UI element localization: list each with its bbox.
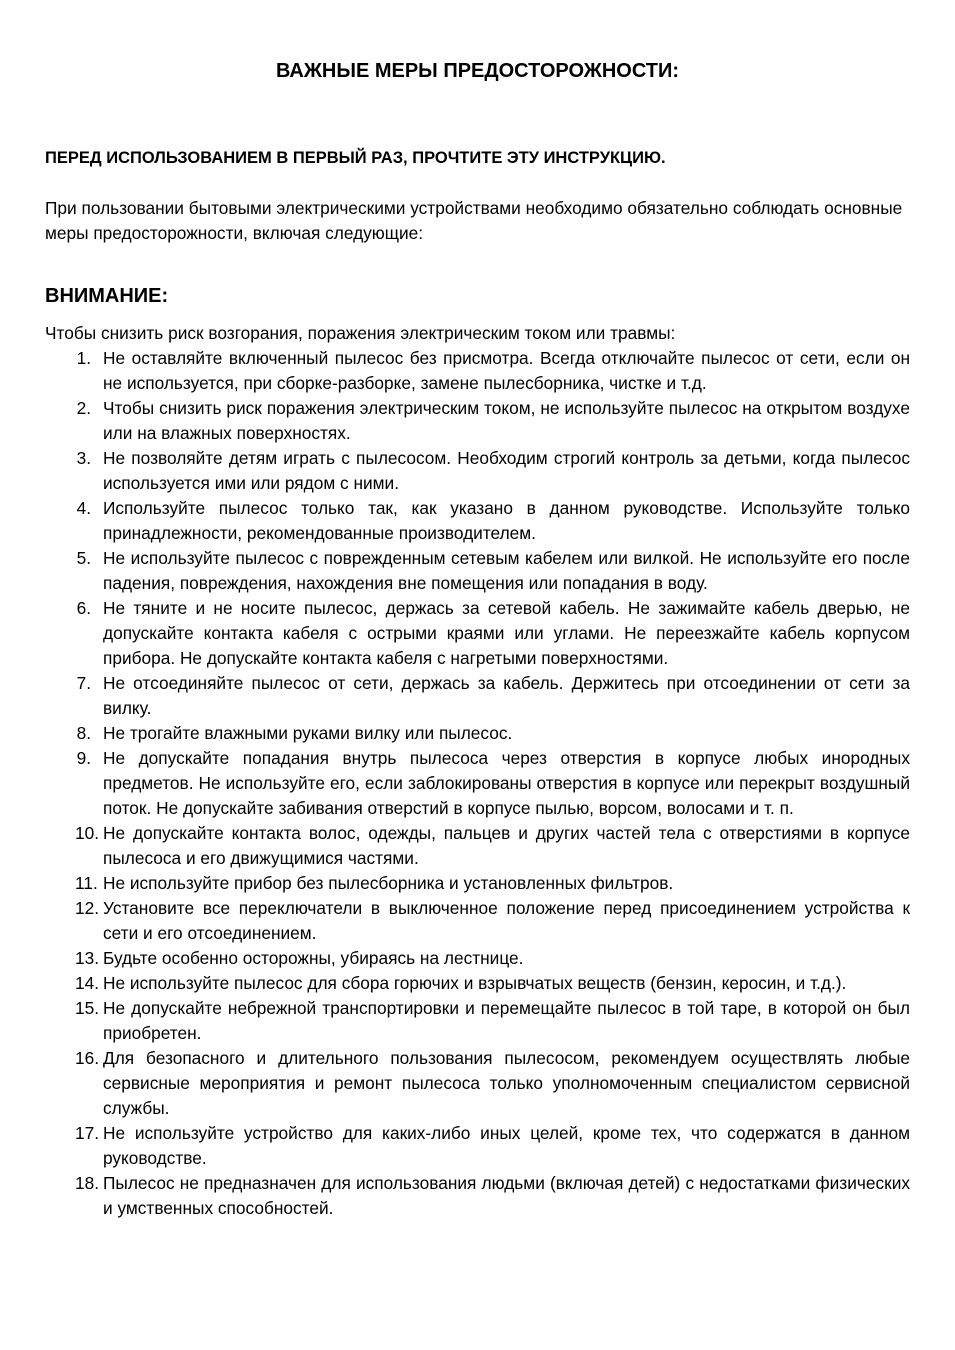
list-item [45, 1046, 910, 1121]
list-item-text: Не допускайте попадания внутрь пылесоса через отверстия в корпусе любых инородных предметов. Не используйте его, если заблокированы отверстия в корпусе или перекрыт воздушный поток. Не допускайте забивания отверстий в корпусе пылью, ворсом, волосами и т. п. [103, 748, 910, 818]
list-item-number: 4. [76, 498, 91, 518]
list-item-number: 12. [75, 898, 100, 918]
list-item-text: Не оставляйте включенный пылесос без присмотра. Всегда отключайте пылесос от сети, если он не используется, при сборке-разборке, замене пылесборника, чистке и т.д. [103, 348, 910, 393]
list-item-text: Не тяните и не носите пылесос, держась за сетевой кабель. Не зажимайте кабель дверью, не допускайте контакта кабеля с острыми краями или углами. Не переезжайте кабель корпусом прибора. Не допускайте контакта кабеля с нагретыми поверхностями. [103, 598, 910, 668]
intro-paragraph: При пользовании бытовыми электрическими устройствами необходимо обязательно соблюдать основные меры предосторожности, включая следующие: [45, 198, 903, 243]
list-item-number: 17. [75, 1123, 100, 1143]
list-lead-text: Чтобы снизить риск возгорания, поражения электрическим током или травмы: [45, 323, 676, 343]
list-item [45, 346, 910, 396]
list-item-text: Не отсоединяйте пылесос от сети, держась за кабель. Держитесь при отсоединении от сети за вилку. [103, 673, 910, 718]
list-item [45, 896, 910, 946]
list-item-number: 8. [76, 723, 91, 743]
list-item-text: Используйте пылесос только так, как указано в данном руководстве. Используйте только принадлежности, рекомендованные производителем. [103, 498, 910, 543]
list-item [45, 746, 910, 821]
list-item [45, 596, 910, 671]
list-item [45, 1121, 910, 1171]
list-item-text: Будьте особенно осторожны, убираясь на лестнице. [103, 948, 524, 968]
list-item-text: Не используйте прибор без пылесборника и установленных фильтров. [103, 873, 674, 893]
list-item-text: Не используйте пылесос для сбора горючих и взрывчатых веществ (бензин, керосин, и т.д.). [103, 973, 847, 993]
list-item-number: 16. [75, 1048, 100, 1068]
list-item [45, 721, 910, 746]
list-item [45, 396, 910, 446]
list-item-number: 7. [76, 673, 91, 693]
list-item-number: 6. [76, 598, 91, 618]
list-item-number: 9. [76, 748, 91, 768]
list-item-text: Не используйте пылесос с поврежденным сетевым кабелем или вилкой. Не используйте его после падения, повреждения, нахождения вне помещения или попадания в воду. [103, 548, 910, 593]
list-item [45, 446, 910, 496]
list-item-number: 13. [75, 948, 100, 968]
list-item-text: Не используйте устройство для каких-либо иных целей, кроме тех, что содержатся в данном руководстве. [103, 1123, 910, 1168]
list-item-number: 1. [76, 348, 91, 368]
list-item [45, 971, 910, 996]
list-item [45, 996, 910, 1046]
list-item-number: 15. [75, 998, 100, 1018]
list-item-text: Установите все переключатели в выключенное положение перед присоединением устройства к сети и его отсоединением. [103, 898, 910, 943]
list-item-text: Не позволяйте детям играть с пылесосом. Необходим строгий контроль за детьми, когда пылесос используется ими или рядом с ними. [103, 448, 910, 493]
list-item-number: 18. [75, 1173, 100, 1193]
document-subtitle: ПЕРЕД ИСПОЛЬЗОВАНИЕМ В ПЕРВЫЙ РАЗ, ПРОЧТИТЕ ЭТУ ИНСТРУКЦИЮ. [45, 149, 666, 167]
list-item-number: 14. [75, 973, 100, 993]
list-item-number: 3. [76, 448, 91, 468]
list-item-text: Не трогайте влажными руками вилку или пылесос. [103, 723, 513, 743]
list-item-number: 11. [75, 873, 98, 893]
list-item [45, 1171, 910, 1221]
list-item-text: Для безопасного и длительного пользования пылесосом, рекомендуем осуществлять любые сервисные мероприятия и ремонт пылесоса только уполномоченным специалистом сервисной службы. [103, 1048, 910, 1118]
document-title: ВАЖНЫЕ МЕРЫ ПРЕДОСТОРОЖНОСТИ: [275, 60, 680, 82]
list-item-number: 2. [76, 398, 91, 418]
list-item-number: 10. [75, 823, 100, 843]
list-item-text: Не допускайте контакта волос, одежды, пальцев и других частей тела с отверстиями в корпусе пылесоса и его движущимися частями. [103, 823, 910, 868]
list-item-text: Пылесос не предназначен для использования людьми (включая детей) с недостатками физических и умственных способностей. [103, 1173, 910, 1218]
list-item-text: Чтобы снизить риск поражения электрическим током, не используйте пылесос на открытом воздухе или на влажных поверхностях. [103, 398, 910, 443]
list-item [45, 546, 910, 596]
list-item-number: 5. [76, 548, 91, 568]
list-item-text: Не допускайте небрежной транспортировки и перемещайте пылесос в той таре, в которой он был приобретен. [103, 998, 910, 1043]
list-item [45, 496, 910, 546]
warning-heading: ВНИМАНИЕ: [45, 285, 169, 307]
list-item [45, 946, 910, 971]
list-item [45, 871, 910, 896]
precautions-list [45, 346, 910, 1221]
list-item [45, 821, 910, 871]
list-item [45, 671, 910, 721]
